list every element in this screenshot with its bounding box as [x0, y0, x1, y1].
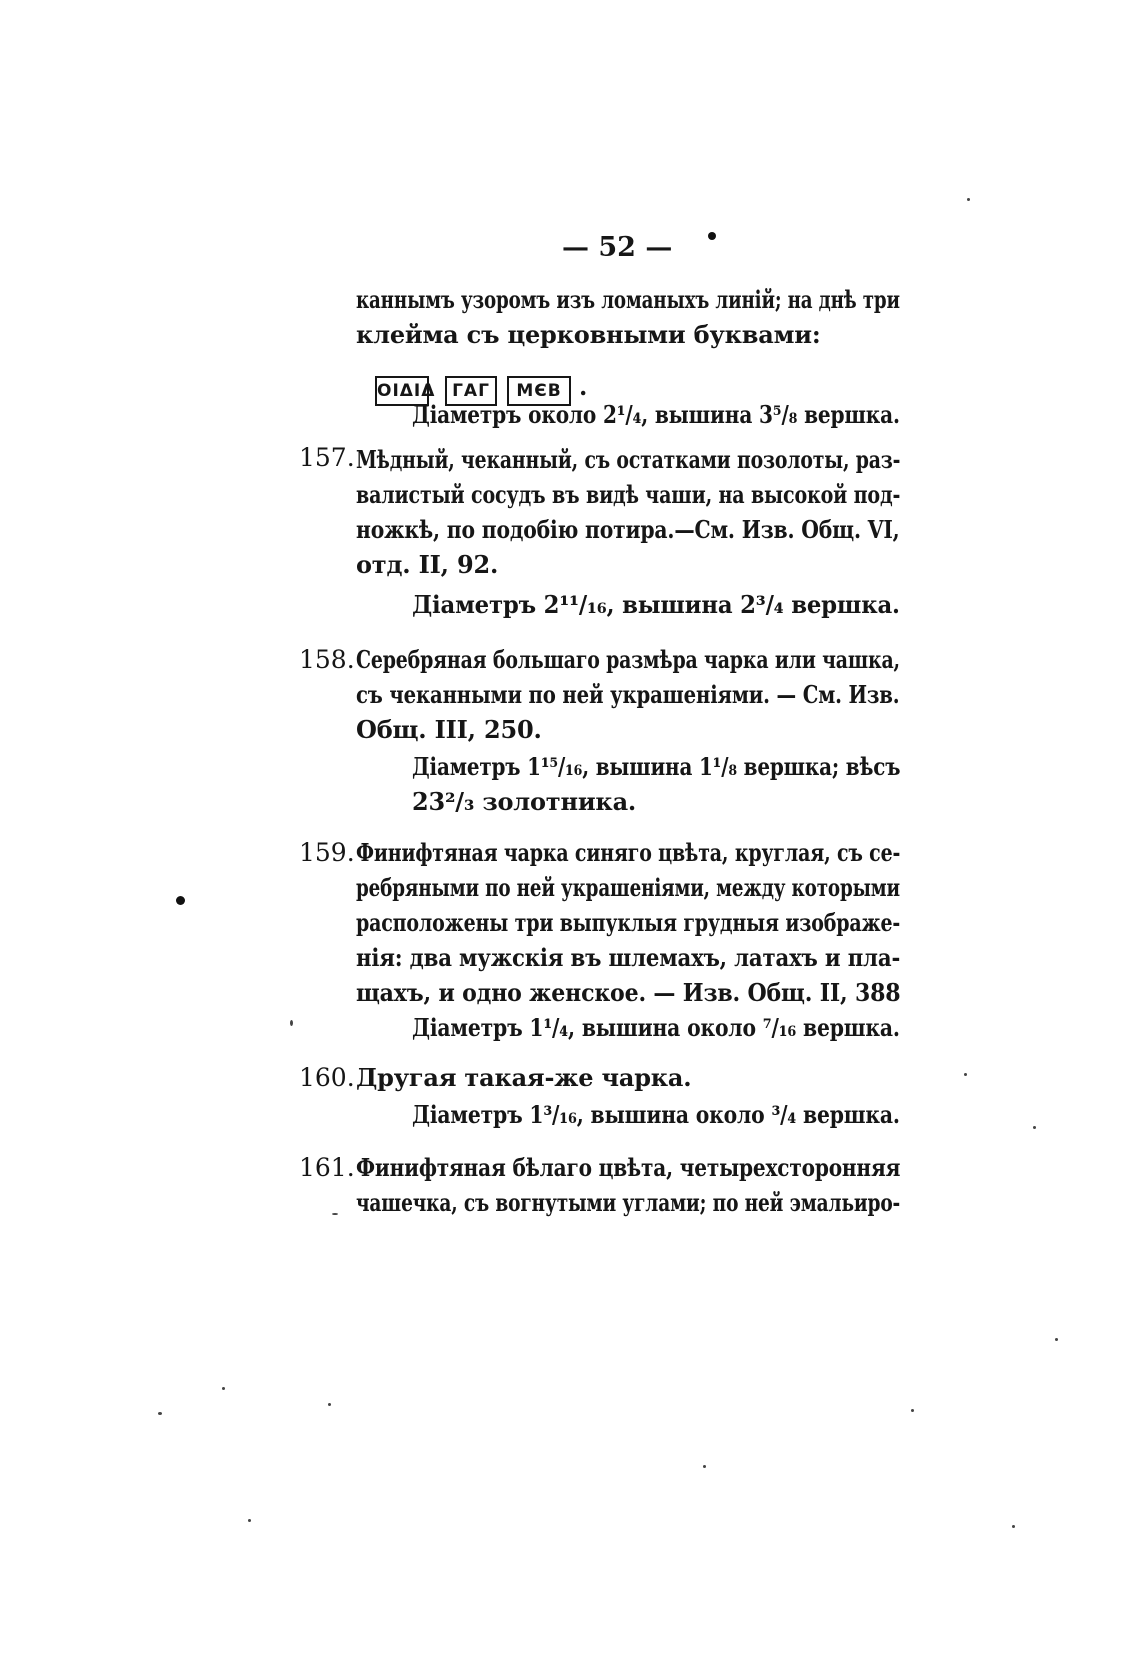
- text-line: Серебряная большаго размѣра чарка или чашка,: [356, 645, 900, 674]
- church-letter-stamp: ГАГ: [445, 376, 497, 406]
- ink-speck: [176, 896, 185, 905]
- entry-number: 160.: [299, 1063, 355, 1092]
- text-line: каннымъ узоромъ изъ ломаныхъ линій; на днѣ три: [356, 285, 900, 314]
- ink-speck: [1012, 1525, 1015, 1528]
- ink-speck: [964, 1073, 967, 1076]
- ink-speck: [290, 1020, 293, 1026]
- stamp-row-period: .: [579, 372, 588, 401]
- ink-speck: [967, 198, 970, 201]
- text-line: Финифтяная чарка синяго цвѣта, круглая, съ се-: [356, 838, 901, 867]
- ink-speck: [703, 1465, 706, 1468]
- entry-number: 159.: [299, 838, 355, 867]
- ink-speck: [332, 1213, 338, 1215]
- text-line: чашечка, съ вогнутыми углами; по ней эмальиро-: [356, 1188, 901, 1217]
- page-number: — 52 —: [562, 232, 673, 263]
- dimensions-line: 23²/₃ золотника.: [412, 787, 637, 816]
- dimensions-line: Діаметръ 1³/₁₆, вышина около ³/₄ вершка.: [412, 1100, 900, 1129]
- text-line: ребряными по ней украшеніями, между которыми: [356, 873, 900, 902]
- text-line: ножкѣ, по подобію потира.—См. Изв. Общ. VI,: [356, 515, 900, 544]
- text-line: расположены три выпуклыя грудныя изображе-: [356, 908, 901, 937]
- text-line: клейма съ церковными буквами:: [356, 320, 821, 349]
- entry-number: 161.: [299, 1153, 355, 1182]
- dimensions-line: Діаметръ около 2¹/₄, вышина 3⁵/₈ вершка.: [412, 400, 900, 429]
- text-line: нія: два мужскія въ шлемахъ, латахъ и пла-: [356, 943, 901, 972]
- text-line: валистый сосудъ въ видѣ чаши, на высокой под-: [356, 480, 901, 509]
- dimensions-line: Діаметръ 2¹¹/₁₆, вышина 2³/₄ вершка.: [412, 590, 900, 619]
- church-letter-stamp: ОІΔІΔ: [375, 376, 429, 406]
- ink-speck: [1033, 1126, 1036, 1129]
- entry-number: 158.: [299, 645, 355, 674]
- ink-speck: [708, 232, 716, 240]
- text-line: Мѣдный, чеканный, съ остатками позолоты, раз-: [356, 445, 901, 474]
- text-line: Финифтяная бѣлаго цвѣта, четырехсторонняя: [356, 1153, 901, 1182]
- ink-speck: [158, 1412, 162, 1415]
- ink-speck: [222, 1387, 225, 1390]
- ink-speck: [328, 1403, 331, 1406]
- text-line: съ чеканными по ней украшеніями. — См. Изв.: [356, 680, 900, 709]
- ink-speck: [248, 1519, 251, 1522]
- text-line: щахъ, и одно женское. — Изв. Общ. II, 388: [356, 978, 901, 1007]
- ink-speck: [1055, 1338, 1058, 1341]
- entry-number: 157.: [299, 443, 355, 472]
- ink-speck: [911, 1409, 914, 1412]
- text-line: Другая такая-же чарка.: [356, 1063, 692, 1092]
- text-line: Общ. III, 250.: [356, 715, 542, 744]
- dimensions-line: Діаметръ 1¹/₄, вышина около ⁷/₁₆ вершка.: [412, 1013, 900, 1042]
- text-line: отд. II, 92.: [356, 550, 499, 579]
- church-letter-stamp: МЄВ: [507, 376, 571, 406]
- dimensions-line: Діаметръ 1¹⁵/₁₆, вышина 1¹/₈ вершка; вѣсъ: [412, 752, 901, 781]
